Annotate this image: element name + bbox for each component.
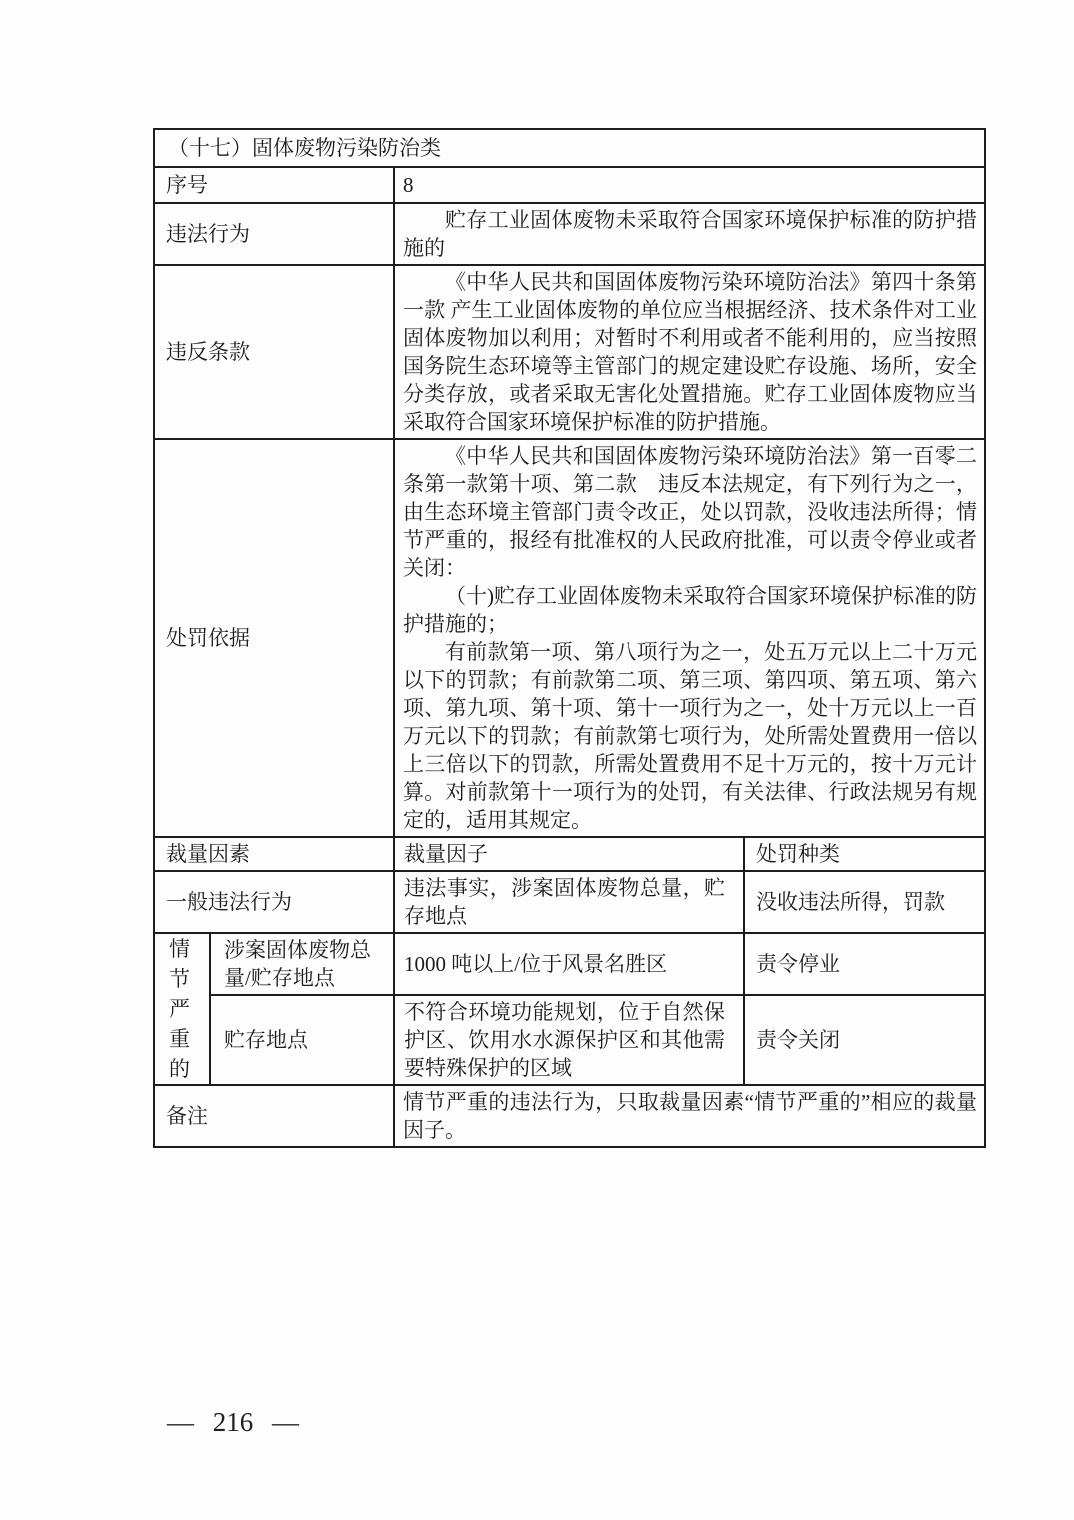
penalty-rule-table [153, 128, 986, 1148]
illegal-act-text: 贮存工业固体废物未采取符合国家环境保护标准的防护措施的 [403, 208, 977, 260]
general-violation-penalty: 没收违法所得，罚款 [744, 871, 985, 933]
table-row [154, 933, 985, 995]
table-row [154, 837, 985, 871]
penalty-basis-paragraph-3: 有前款第一项、第八项行为之一，处五万元以上二十万元以下的罚款；有前款第二项、第三项、第四项、第五项、第六项、第九项、第十项、第十一项行为之一，处十万元以上一百万元以下的罚款；有前款第七项行为，处所需处置费用一倍以上三倍以下的罚款，所需处置费用不足十万元的，按十万元计算。对前款第十一项行为的处罚，有关法律、行政法规另有规定的，适用其规定。 [403, 640, 977, 832]
remark-value: 情节严重的违法行为，只取裁量因素“情节严重的”相应的裁量因子。 [394, 1085, 985, 1147]
factor-header-penalty-type: 处罚种类 [744, 837, 985, 871]
severe-label: 情节严重的 [169, 937, 190, 1081]
serial-value: 8 [394, 167, 985, 203]
violated-clause-label: 违反条款 [154, 265, 394, 439]
table-row [154, 1085, 985, 1147]
section-title: （十七）固体废物污染防治类 [154, 129, 985, 167]
factor-header-subfactor: 裁量因子 [394, 837, 744, 871]
table-row [154, 439, 985, 837]
table-row [154, 129, 985, 167]
table-row [154, 265, 985, 439]
serial-label: 序号 [154, 167, 394, 203]
violated-clause-value [394, 265, 985, 439]
factor-header-label: 裁量因素 [154, 837, 394, 871]
severe-label-cell [154, 933, 210, 1085]
severe-row1-factor: 1000 吨以上/位于风景名胜区 [394, 933, 744, 995]
table-row [154, 203, 985, 265]
penalty-basis-paragraph-1: 《中华人民共和国固体废物污染环境防治法》第一百零二条第一款第十项、第二款 违反本法规定，有下列行为之一，由生态环境主管部门责令改正，处以罚款，没收违法所得；情节严重的，报经有批准权的人民政府批准，可以责令停业或者关闭： [403, 444, 977, 580]
page-number: — 216 — [167, 1407, 299, 1437]
severe-row1-penalty: 责令停业 [744, 933, 985, 995]
severe-row2-penalty: 责令关闭 [744, 995, 985, 1085]
general-violation-factor: 违法事实，涉案固体废物总量，贮存地点 [394, 871, 744, 933]
penalty-basis-label: 处罚依据 [154, 439, 394, 837]
table-row [154, 167, 985, 203]
severe-row2-category: 贮存地点 [210, 995, 394, 1085]
severe-row1-category: 涉案固体废物总量/贮存地点 [210, 933, 394, 995]
violated-clause-text: 《中华人民共和国固体废物污染环境防治法》第四十条第一款 产生工业固体废物的单位应当根据经济、技术条件对工业固体废物加以利用；对暂时不利用或者不能利用的，应当按照国务院生态环境等主管部门的规定建设贮存设施、场所，安全分类存放，或者采取无害化处置措施。贮存工业固体废物应当采取符合国家环境保护标准的防护措施。 [403, 270, 977, 434]
penalty-basis-paragraph-2: （十)贮存工业固体废物未采取符合国家环境保护标准的防护措施的； [403, 584, 977, 636]
penalty-basis-value [394, 439, 985, 837]
illegal-act-label: 违法行为 [154, 203, 394, 265]
table-row [154, 995, 985, 1085]
general-violation-label: 一般违法行为 [154, 871, 394, 933]
table-row [154, 871, 985, 933]
remark-label: 备注 [154, 1085, 394, 1147]
illegal-act-value [394, 203, 985, 265]
severe-row2-factor: 不符合环境功能规划，位于自然保护区、饮用水水源保护区和其他需要特殊保护的区域 [394, 995, 744, 1085]
